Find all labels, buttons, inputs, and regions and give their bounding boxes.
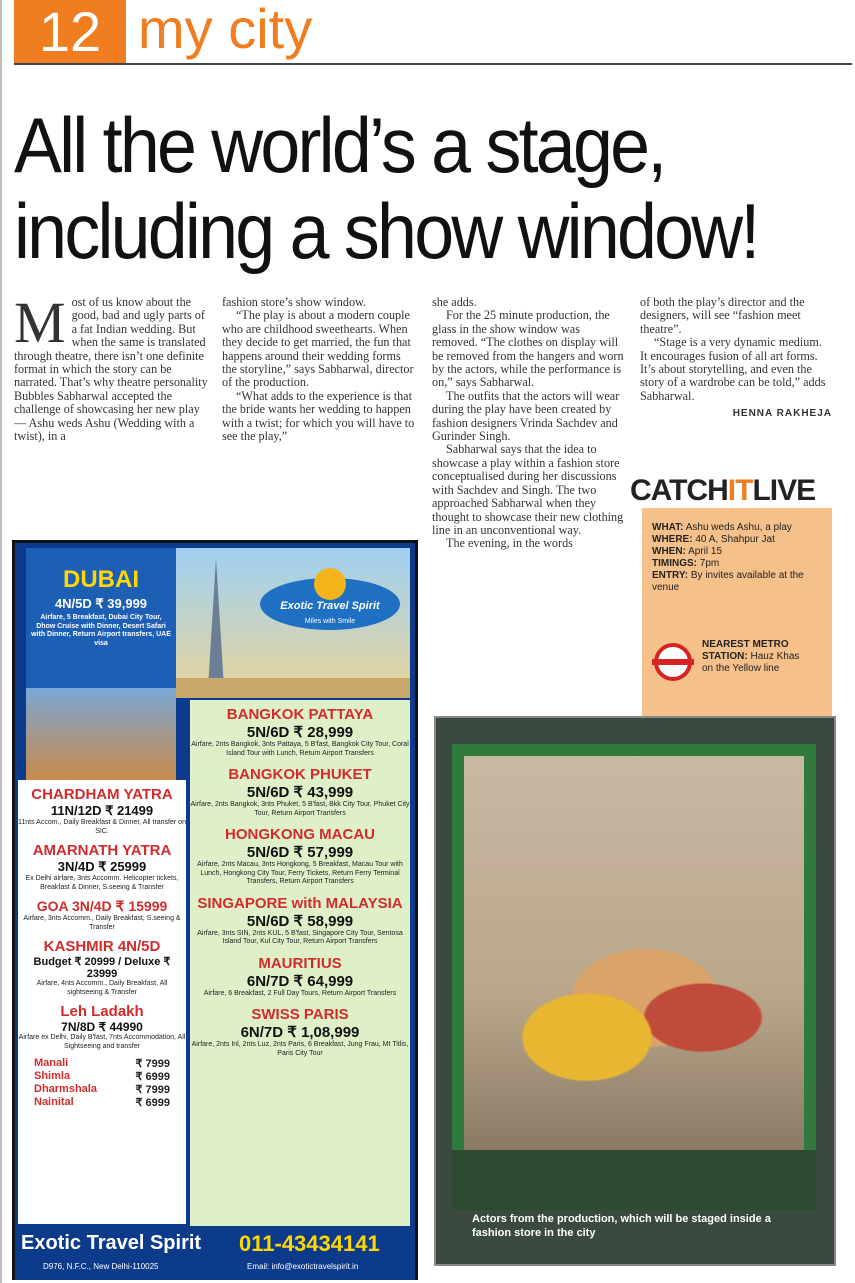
hill-package-row <box>18 1083 186 1096</box>
metro-value: Hauz Khas on the Yellow line <box>702 651 800 674</box>
metro-logo-bar <box>652 659 694 665</box>
where-value: 40 A, Shahpur Jat <box>695 534 775 545</box>
article-paragraph: The outfits that the actors will wear during the play have been created by fashion designers Vrinda Sachdev and Gurinder Singh. <box>432 388 620 444</box>
article-paragraph: Sabharwal says that the idea to showcase a play within a fashion store conceptualised during her discussions with Sachdev and Singh. The two approached Sabharwal when they thought to showcase their new clothing line in an unconventional way. <box>432 442 624 537</box>
package-name: AMARNATH YATRA <box>32 842 172 859</box>
header-rule <box>14 63 852 65</box>
exotic-travel-spirit-logo <box>256 564 404 636</box>
article-paragraph: of both the play’s director and the designers, will see “fashion meet theatre”. <box>640 295 805 336</box>
what-value: Ashu weds Ashu, a play <box>685 522 792 533</box>
hill-price: ₹ 6999 <box>135 1097 170 1109</box>
page-number: 12 <box>14 0 126 63</box>
package-details: Airfare ex Delhi, Daily B'fast, 7nts Accommodation, All Sightseeing and transfer <box>18 1034 186 1050</box>
package-price: 5N/6D ₹ 28,999 <box>246 724 354 741</box>
hill-place: Shimla <box>34 1070 71 1082</box>
article-paragraph: she adds. <box>432 295 477 309</box>
where-label: WHERE: <box>652 534 693 545</box>
package-price: 6N/7D ₹ 1,08,999 <box>240 1024 360 1041</box>
article-column-2 <box>222 296 418 443</box>
live-word: LIVE <box>752 474 816 507</box>
hill-place: Manali <box>34 1057 69 1069</box>
hill-price: ₹ 7999 <box>135 1058 170 1070</box>
article-paragraph: fashion store’s show window. <box>222 295 367 309</box>
hill-price: ₹ 6999 <box>135 1071 170 1083</box>
article-paragraph: “What adds to the experience is that the bride wants her wedding to happen with a twist; for which you will have to see the play,” <box>222 388 415 444</box>
package-price: 5N/6D ₹ 57,999 <box>246 844 354 861</box>
footer-phone: 011-43434141 <box>239 1231 380 1256</box>
package-details: Airfare, 2nts Bangkok, 3nts Phuket, 5 B'fast, Bkk City Tour, Phuket City Tour, Return Airport Transfers <box>190 801 410 817</box>
dubai-details: Airfare, 5 Breakfast, Dubai City Tour, Dhow Cruise with Dinner, Desert Safari with Dinner, Return Airport transfers, UAE visa <box>31 614 171 647</box>
dubai-price: 4N/5D ₹ 39,999 <box>54 596 148 611</box>
entry-label: ENTRY: <box>652 570 689 581</box>
package-price: 5N/6D ₹ 43,999 <box>246 784 354 801</box>
logo-tagline: Miles with Smile <box>304 618 356 625</box>
headline-line-2: including a show window! <box>14 187 758 275</box>
package-details: Airfare, 2nts Inl, 2nts Luz, 2nts Paris, 6 Breakfast, Jung Frau, Mt Titlis, Paris City Tour <box>191 1041 409 1057</box>
package-name: BANGKOK PATTAYA <box>226 706 374 723</box>
package-details: Airfare, 2nts Macau, 3nts Hongkong, 5 Breakfast, Macau Tour with Lunch, Hongkong City Tour, Ferry Tickets, Return Ferry Terminal Transfers, Return Airport Transfers <box>197 861 403 885</box>
hill-package-row <box>18 1070 186 1083</box>
package-name: MAURITIUS <box>258 954 342 972</box>
timings-label: TIMINGS: <box>652 558 697 569</box>
footer-brand: Exotic Travel Spirit <box>21 1232 202 1254</box>
what-label: WHAT: <box>652 522 684 533</box>
photo-caption: Actors from the production, which will be staged inside a fashion store in the city <box>472 1213 771 1239</box>
article-column-1 <box>14 290 210 444</box>
hill-place: Dharmshala <box>34 1083 97 1095</box>
package-price: 5N/6D ₹ 58,999 <box>246 912 354 930</box>
actors-image <box>500 900 790 1096</box>
show-window-base <box>452 1150 816 1210</box>
international-packages <box>190 700 410 1226</box>
headline-line-1: All the world’s a stage, <box>14 101 665 189</box>
when-label: WHEN: <box>652 546 686 557</box>
catch-word: CATCH <box>630 474 728 507</box>
section-title: my city <box>138 0 313 60</box>
article-paragraph: “Stage is a very dynamic medium. It encourages fusion of all art forms. It’s about storytelling, and even the story of a wardrobe can be told,” adds Sabharwal. <box>640 335 826 403</box>
package-name: HONGKONG MACAU <box>225 826 375 843</box>
package-name: GOA 3N/4D ₹ 15999 <box>36 898 168 914</box>
package-details: Airfare, 2nts Bangkok, 3nts Pattaya, 5 B'fast, Bangkok City Tour, Coral Island Tour with Lunch, Return Airport Transfers <box>191 741 409 757</box>
package-price: 3N/4D ₹ 25999 <box>57 859 147 874</box>
article-paragraph: For the 25 minute production, the glass in the show window was removed. “The clothes on display will be removed from the hangers and worn by the actors, while the performance is on,” says Sabharwal. <box>432 308 624 390</box>
package-details: 11nts Accom., Daily Breakfast & Dinner, All transfer on SIC. <box>18 819 186 835</box>
package-name: BANGKOK PHUKET <box>228 766 372 783</box>
package-details: Airfare, 4nts Accomm., Daily Breakfast, All sightseeing & Transfer <box>36 980 168 996</box>
hill-price: ₹ 7999 <box>135 1084 170 1096</box>
catch-it-live-title <box>630 474 815 508</box>
when-value: April 15 <box>688 546 723 557</box>
timings-value: 7pm <box>699 558 720 569</box>
india-packages <box>18 780 186 1224</box>
article-paragraph: ost of us know about the good, bad and ugly parts of a fat Indian wedding. But when the same is translated through theatre, there isn’t one definite format in which the story can be narrated. That’s why theatre personality Bubbles Sabharwal accepted the challenge of showcasing her new play — Ashu weds Ashu (Wedding with a twist), in a <box>14 295 208 444</box>
package-price: 11N/12D ₹ 21499 <box>50 803 154 818</box>
hill-package-row <box>18 1057 186 1070</box>
package-name: KASHMIR 4N/5D <box>43 938 161 955</box>
article-column-3 <box>432 296 624 551</box>
entry-value: By invites available at the venue <box>652 570 804 593</box>
hill-package-row <box>18 1096 186 1109</box>
footer-address: D976, N.F.C., New Delhi-110025 <box>43 1262 159 1271</box>
ad-footer <box>15 1228 415 1280</box>
drop-cap: M <box>14 290 66 355</box>
temple-image <box>26 688 176 780</box>
article-column-4 <box>640 296 832 421</box>
package-price: 6N/7D ₹ 64,999 <box>246 972 354 990</box>
footer-email: Email: info@exotictravelspirit.in <box>247 1262 359 1271</box>
byline: HENNA RAKHEJA <box>732 408 832 420</box>
dubai-title: DUBAI <box>63 566 139 593</box>
article-paragraph: “The play is about a modern couple who are childhood sweethearts. When they decide to get married, the fun that happens around their wedding forms the storyline,” says Sabharwal, director of the production. <box>222 308 414 390</box>
package-name: Leh Ladakh <box>60 1003 144 1020</box>
package-details: Ex Delhi airfare, 3nts Accomm. Helicopter tickets, Breakfast & Dinner, S.seeing & Transfer <box>25 875 179 891</box>
hill-place: Nainital <box>34 1096 74 1108</box>
nearest-metro <box>702 639 812 675</box>
package-name: SINGAPORE with MALAYSIA <box>197 894 403 912</box>
event-info-box <box>642 508 832 718</box>
package-price: 7N/8D ₹ 44990 <box>61 1020 143 1034</box>
logo-brand: Exotic Travel Spirit <box>280 600 380 612</box>
package-name: SWISS PARIS <box>251 1006 349 1023</box>
it-word: IT <box>727 474 753 507</box>
metro-label: NEAREST METRO STATION: <box>702 639 789 662</box>
article-paragraph: The evening, in the words <box>446 536 573 551</box>
package-details: Airfare, 6 Breakfast, 2 Full Day Tours, Return Airport Transfers <box>203 989 397 997</box>
package-price: Budget ₹ 20999 / Deluxe ₹ 23999 <box>33 956 171 980</box>
page-margin-rule <box>0 0 2 1283</box>
package-name: CHARDHAM YATRA <box>31 786 173 803</box>
package-details: Airfare, 3nts SIN, 2nts KUL, 5 B'fast, Singapore City Tour, Sentosa Island Tour, Kul City Tour, Return Airport Transfers <box>197 929 403 945</box>
package-details: Airfare, 3nts Accomm., Daily Breakfast, S.seeing & Transfer <box>23 915 181 931</box>
